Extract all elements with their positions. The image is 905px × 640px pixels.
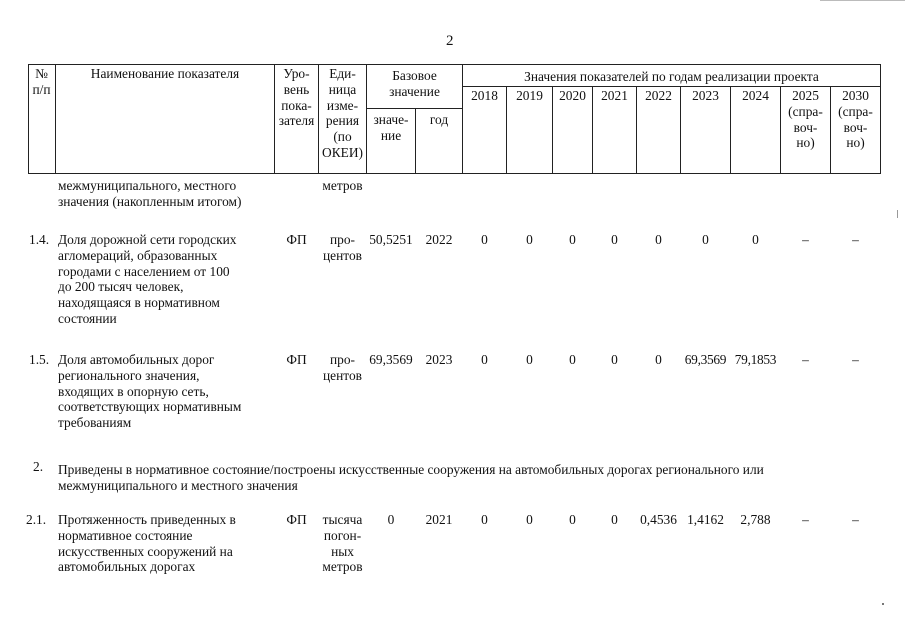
row-value-2020: 0 [569,512,576,527]
section-number: 2. [33,459,44,474]
header-no: № п/п [32,66,51,97]
row-value-2024: 0 [752,232,759,247]
header-base-value: значе- ние [373,112,409,143]
row-level: ФП [286,512,307,527]
row-value-2023: 69,3569 [684,352,727,367]
row-level: ФП [286,352,307,367]
row-number: 2.1. [26,512,47,527]
row-unit: тысяча погон- ных метров [322,512,363,575]
row-value-2025: – [802,512,809,527]
row-value-2022: 0 [655,352,662,367]
header-year-2024: 2024 [742,88,769,103]
row-value-2018: 0 [481,352,488,367]
row-base-value: 50,5251 [369,232,413,247]
row-number: 1.4. [29,232,50,247]
scan-edge-line [820,0,905,1]
row-number: 1.5. [29,352,50,367]
row-value-2023: 0 [702,232,709,247]
row-value-2018: 0 [481,232,488,247]
row-value-2030: – [852,352,859,367]
row-value-2019: 0 [526,512,533,527]
row-value-2021: 0 [611,232,618,247]
header-year-2018: 2018 [471,88,498,103]
page-number: 2 [446,33,454,49]
row-value-2025: – [802,232,809,247]
row-unit: про- центов [323,232,362,263]
row-value-2022: 0,4536 [640,512,677,527]
continued-unit: метров [322,178,363,193]
section-title: Приведены в нормативное состояние/построены искусственные сооружения на автомобильных дорогах регионального или межмуниципального и местного значения [58,462,764,493]
row-value-2030: – [852,512,859,527]
row-value-2018: 0 [481,512,488,527]
row-base-year: 2021 [425,512,453,527]
row-base-value: 0 [387,512,395,527]
header-year-2020: 2020 [559,88,586,103]
row-value-2021: 0 [611,352,618,367]
row-level: ФП [286,232,307,247]
header-base-year: год [429,112,449,127]
row-value-2020: 0 [569,232,576,247]
header-name: Наименование показателя [90,66,240,81]
row-value-2025: – [802,352,809,367]
row-base-year: 2023 [425,352,453,367]
header-level: Уро- вень пока- зателя [278,66,315,129]
header-unit: Еди- ница изме- рения (по ОКЕИ) [322,66,363,160]
row-value-2023: 1,4162 [687,512,724,527]
row-unit: про- центов [323,352,362,383]
row-value-2024: 79,1853 [734,352,777,367]
header-year-2021: 2021 [601,88,628,103]
row-value-2021: 0 [611,512,618,527]
header-year-2019: 2019 [516,88,543,103]
continued-name: межмуниципального, местного значения (накопленным итогом) [58,178,242,209]
header-year-2025: 2025 (спра- воч- но) [788,88,823,151]
row-value-2019: 0 [526,232,533,247]
row-value-2024: 2,788 [740,512,771,527]
header-year-2023: 2023 [692,88,719,103]
header-year-2022: 2022 [645,88,672,103]
header-years-title: Значения показателей по годам реализации проекта [524,69,819,84]
row-name: Протяженность приведенных в нормативное состояние искусственных сооружений на автомобильных дорогах [58,512,236,575]
row-value-2020: 0 [569,352,576,367]
row-name: Доля автомобильных дорог регионального значения, входящих в опорную сеть, соответствующих нормативным требованиям [58,352,242,431]
row-value-2022: 0 [655,232,662,247]
scan-speck [882,603,884,605]
row-base-year: 2022 [425,232,453,247]
header-year-2030: 2030 (спра- воч- но) [838,88,873,151]
scan-speck [897,210,898,218]
row-value-2019: 0 [526,352,533,367]
row-base-value: 69,3569 [369,352,413,367]
row-name: Доля дорожной сети городских агломераций, образованных городами с населением от 100 до 200 тысяч человек, находящаяся в нормативном состоянии [58,232,237,326]
header-base: Базовое значение [389,68,440,99]
row-value-2030: – [852,232,859,247]
